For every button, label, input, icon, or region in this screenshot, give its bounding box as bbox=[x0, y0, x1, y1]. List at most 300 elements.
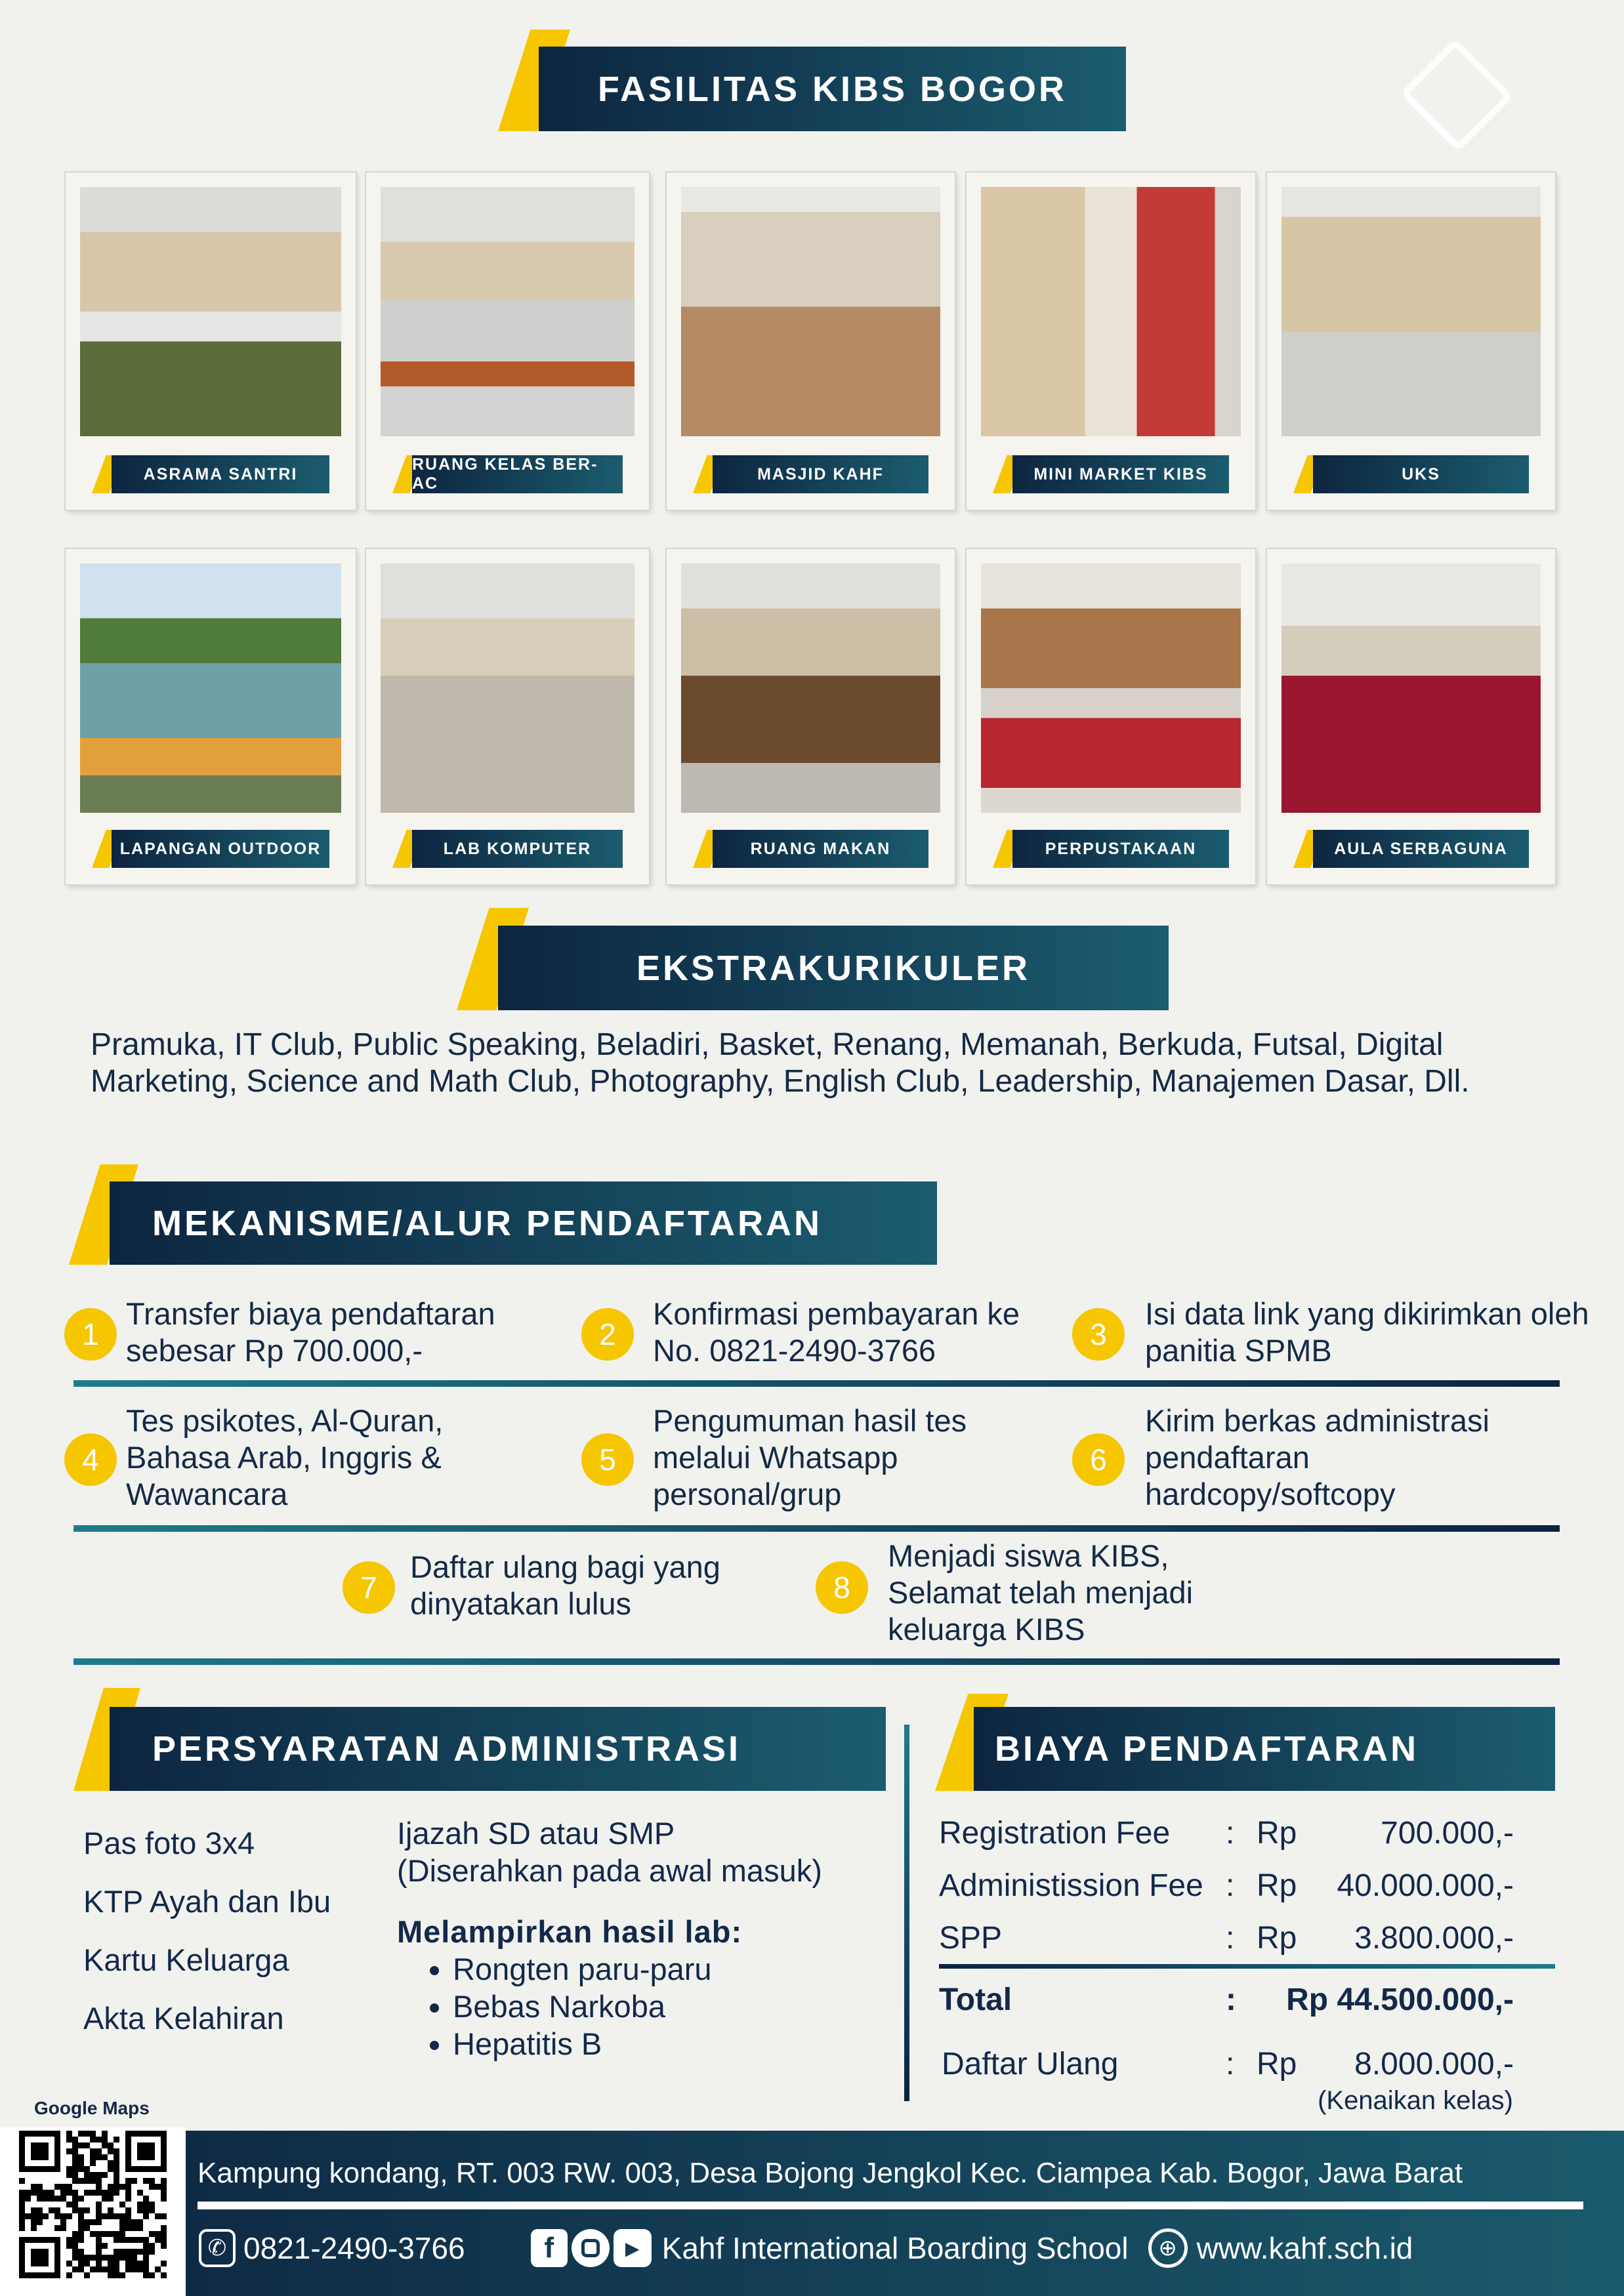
qr-module bbox=[131, 2266, 137, 2272]
qr-module bbox=[90, 2231, 96, 2237]
qr-module bbox=[96, 2190, 102, 2196]
qr-module bbox=[108, 2196, 114, 2202]
qr-module bbox=[72, 2231, 78, 2237]
qr-module bbox=[60, 2190, 66, 2196]
qr-module bbox=[137, 2219, 143, 2225]
qr-module bbox=[66, 2202, 72, 2207]
qr-module bbox=[19, 2196, 25, 2202]
fee-colon: : bbox=[1226, 1982, 1236, 2017]
facebook-icon[interactable]: f bbox=[531, 2229, 568, 2267]
step-text: Isi data link yang dikirimkan oleh panitia SPMB bbox=[1145, 1296, 1589, 1368]
qr-module bbox=[90, 2137, 96, 2142]
qr-module bbox=[155, 2213, 161, 2219]
qr-module bbox=[78, 2160, 84, 2166]
social-handle[interactable]: Kahf International Boarding School bbox=[661, 2231, 1129, 2265]
extracurricular-title bbox=[498, 926, 1169, 1010]
facility-card bbox=[1267, 173, 1555, 510]
qr-module bbox=[54, 2225, 60, 2231]
qr-module bbox=[25, 2213, 31, 2219]
qr-module bbox=[114, 2178, 119, 2184]
facility-card bbox=[967, 549, 1255, 884]
qr-module bbox=[66, 2131, 72, 2137]
ijazah-note: (Diserahkan pada awal masuk) bbox=[397, 1853, 822, 1888]
qr-finder bbox=[31, 2142, 49, 2160]
ijazah-item: Ijazah SD atau SMP bbox=[397, 1816, 675, 1851]
fee-amount: 700.000,- bbox=[1381, 1816, 1514, 1851]
qr-module bbox=[149, 2207, 155, 2213]
total-label: Total bbox=[939, 1982, 1012, 2017]
registration-title-text: MEKANISME/ALUR PENDAFTARAN bbox=[152, 1203, 822, 1243]
qr-module bbox=[125, 2266, 131, 2272]
qr-module bbox=[78, 2225, 84, 2231]
qr-module bbox=[72, 2148, 78, 2154]
qr-module bbox=[19, 2190, 25, 2196]
qr-module bbox=[37, 2213, 43, 2219]
lab-item: • Hepatitis B bbox=[453, 2025, 822, 2062]
qr-module bbox=[114, 2148, 119, 2154]
fee-amount: 40.000.000,- bbox=[1337, 1868, 1514, 1903]
qr-module bbox=[96, 2231, 102, 2237]
qr-module bbox=[78, 2255, 84, 2261]
qr-module bbox=[131, 2178, 137, 2184]
qr-module bbox=[96, 2243, 102, 2249]
qr-module bbox=[78, 2166, 84, 2172]
qr-module bbox=[114, 2166, 119, 2172]
qr-module bbox=[43, 2196, 49, 2202]
facility-photo bbox=[80, 187, 341, 436]
qr-module bbox=[72, 2202, 78, 2207]
qr-module bbox=[19, 2225, 25, 2231]
qr-module bbox=[102, 2266, 108, 2272]
fee-colon: : bbox=[1226, 1921, 1235, 1956]
school-logo bbox=[1400, 38, 1513, 152]
qr-module bbox=[54, 2196, 60, 2202]
fee-label: Administission Fee bbox=[939, 1868, 1203, 1903]
qr-module bbox=[125, 2207, 131, 2213]
facility-photo bbox=[981, 564, 1241, 813]
registration-title bbox=[110, 1181, 937, 1265]
lab-item: • Bebas Narkoba bbox=[453, 1988, 822, 2025]
step-number: 7 bbox=[343, 1561, 395, 1614]
qr-module bbox=[90, 2172, 96, 2178]
divider bbox=[73, 1658, 1560, 1665]
qr-module bbox=[31, 2219, 37, 2225]
qr-module bbox=[108, 2207, 114, 2213]
qr-module bbox=[96, 2213, 102, 2219]
qr-module bbox=[131, 2249, 137, 2255]
qr-module bbox=[155, 2231, 161, 2237]
qr-module bbox=[90, 2255, 96, 2261]
qr-module bbox=[108, 2213, 114, 2219]
qr-module bbox=[102, 2213, 108, 2219]
facility-label: MASJID KAHF bbox=[693, 455, 928, 493]
qr-module bbox=[131, 2219, 137, 2225]
fee-currency: Rp bbox=[1257, 1921, 1297, 1956]
qr-module bbox=[72, 2266, 78, 2272]
qr-module bbox=[84, 2190, 90, 2196]
requirement-item: KTP Ayah dan Ibu bbox=[83, 1884, 331, 1919]
qr-module bbox=[66, 2213, 72, 2219]
qr-module bbox=[108, 2272, 114, 2278]
vertical-divider bbox=[904, 1725, 909, 2101]
qr-module bbox=[143, 2202, 149, 2207]
qr-module bbox=[31, 2225, 37, 2231]
qr-module bbox=[31, 2207, 37, 2213]
qr-module bbox=[143, 2207, 149, 2213]
qr-panel bbox=[0, 2127, 186, 2296]
qr-module bbox=[114, 2137, 119, 2142]
facility-card bbox=[967, 173, 1255, 510]
qr-module bbox=[114, 2190, 119, 2196]
qr-module bbox=[96, 2255, 102, 2261]
fee-colon: : bbox=[1226, 2047, 1235, 2081]
qr-module bbox=[137, 2266, 143, 2272]
qr-module bbox=[66, 2190, 72, 2196]
step-number: 4 bbox=[64, 1433, 117, 1486]
qr-module bbox=[90, 2190, 96, 2196]
qr-module bbox=[78, 2219, 84, 2225]
fee-colon: : bbox=[1226, 1868, 1235, 1903]
qr-module bbox=[84, 2255, 90, 2261]
qr-module bbox=[60, 2219, 66, 2225]
step-text: Daftar ulang bagi yang dinyatakan lulus bbox=[410, 1549, 720, 1621]
extracurricular-title-text: EKSTRAKURIKULER bbox=[636, 948, 1030, 988]
qr-module bbox=[114, 2249, 119, 2255]
qr-module bbox=[84, 2178, 90, 2184]
qr-module bbox=[78, 2249, 84, 2255]
qr-module bbox=[37, 2219, 43, 2225]
extracurricular-list: Pramuka, IT Club, Public Speaking, Beladiri, Basket, Renang, Memanah, Berkuda, Futsal, Digital Marketing, Science and Math Club, Photography, English Club, Leadership, Manajemen Dasar, Dll. bbox=[91, 1027, 1470, 1099]
qr-module bbox=[155, 2184, 161, 2190]
step-text: Konfirmasi pembayaran ke No. 0821-2490-3766 bbox=[653, 1296, 1020, 1368]
qr-module bbox=[90, 2148, 96, 2154]
qr-module bbox=[143, 2196, 149, 2202]
step-number: 6 bbox=[1072, 1433, 1125, 1486]
qr-module bbox=[102, 2137, 108, 2142]
qr-module bbox=[114, 2266, 119, 2272]
qr-module bbox=[125, 2184, 131, 2190]
qr-module bbox=[119, 2272, 125, 2278]
qr-module bbox=[114, 2255, 119, 2261]
qr-module bbox=[125, 2196, 131, 2202]
qr-module bbox=[108, 2160, 114, 2166]
qr-module bbox=[143, 2178, 149, 2184]
qr-module bbox=[96, 2172, 102, 2178]
qr-module bbox=[84, 2272, 90, 2278]
facility-label: PERPUSTAKAAN bbox=[993, 830, 1229, 868]
qr-module bbox=[125, 2237, 131, 2243]
qr-module bbox=[102, 2154, 108, 2160]
divider bbox=[73, 1380, 1560, 1387]
facility-label: AULA SERBAGUNA bbox=[1293, 830, 1529, 868]
qr-module bbox=[114, 2172, 119, 2178]
step-number: 2 bbox=[581, 1308, 634, 1361]
qr-module bbox=[37, 2207, 43, 2213]
qr-finder bbox=[31, 2249, 49, 2266]
qr-module bbox=[161, 2261, 167, 2266]
qr-module bbox=[66, 2172, 72, 2178]
qr-module bbox=[125, 2219, 131, 2225]
requirements-list bbox=[83, 1814, 331, 2047]
qr-module bbox=[66, 2237, 72, 2243]
phone-number[interactable]: 0821-2490-3766 bbox=[243, 2231, 465, 2265]
qr-module bbox=[72, 2249, 78, 2255]
qr-module bbox=[84, 2131, 90, 2137]
qr-module bbox=[143, 2261, 149, 2266]
qr-module bbox=[131, 2225, 137, 2231]
qr-module bbox=[19, 2178, 25, 2184]
qr-module bbox=[108, 2142, 114, 2148]
qr-module bbox=[143, 2249, 149, 2255]
qr-module bbox=[125, 2261, 131, 2266]
qr-module bbox=[137, 2207, 143, 2213]
qr-module bbox=[96, 2237, 102, 2243]
qr-module bbox=[78, 2196, 84, 2202]
qr-module bbox=[66, 2137, 72, 2142]
fees-title bbox=[974, 1707, 1555, 1791]
qr-module bbox=[155, 2237, 161, 2243]
qr-module bbox=[90, 2154, 96, 2160]
facility-photo bbox=[1281, 187, 1541, 436]
footer-bar bbox=[186, 2131, 1624, 2296]
qr-module bbox=[72, 2160, 78, 2166]
qr-module bbox=[161, 2225, 167, 2231]
qr-module bbox=[90, 2160, 96, 2166]
qr-module bbox=[72, 2137, 78, 2142]
qr-module bbox=[131, 2255, 137, 2261]
qr-module bbox=[72, 2178, 78, 2184]
qr-module bbox=[37, 2184, 43, 2190]
qr-module bbox=[66, 2243, 72, 2249]
qr-module bbox=[102, 2231, 108, 2237]
qr-module bbox=[143, 2272, 149, 2278]
qr-module bbox=[84, 2219, 90, 2225]
qr-module bbox=[161, 2196, 167, 2202]
qr-module bbox=[102, 2190, 108, 2196]
qr-module bbox=[78, 2266, 84, 2272]
qr-module bbox=[31, 2190, 37, 2196]
qr-module bbox=[119, 2231, 125, 2237]
qr-module bbox=[60, 2213, 66, 2219]
qr-module bbox=[78, 2237, 84, 2243]
step-number: 3 bbox=[1072, 1308, 1125, 1361]
total-divider bbox=[939, 1964, 1555, 1969]
qr-module bbox=[161, 2178, 167, 2184]
qr-module bbox=[49, 2190, 54, 2196]
qr-module bbox=[114, 2160, 119, 2166]
total-amount: Rp 44.500.000,- bbox=[1286, 1982, 1514, 2017]
divider bbox=[73, 1525, 1560, 1532]
qr-module bbox=[102, 2172, 108, 2178]
qr-module bbox=[54, 2213, 60, 2219]
facility-photo bbox=[381, 564, 635, 813]
website-link[interactable]: www.kahf.sch.id bbox=[1196, 2231, 1413, 2265]
qr-module bbox=[114, 2184, 119, 2190]
qr-module bbox=[54, 2184, 60, 2190]
qr-module bbox=[137, 2237, 143, 2243]
facility-photo bbox=[981, 187, 1241, 436]
qr-module bbox=[149, 2231, 155, 2237]
qr-module bbox=[102, 2255, 108, 2261]
qr-module bbox=[149, 2202, 155, 2207]
qr-module bbox=[90, 2131, 96, 2137]
qr-module bbox=[78, 2261, 84, 2266]
qr-module bbox=[119, 2249, 125, 2255]
qr-module bbox=[108, 2261, 114, 2266]
qr-module bbox=[84, 2166, 90, 2172]
reregister-note: (Kenaikan kelas) bbox=[1318, 2086, 1513, 2115]
whatsapp-icon: ✆ bbox=[199, 2229, 236, 2267]
qr-module bbox=[66, 2184, 72, 2190]
qr-module bbox=[72, 2154, 78, 2160]
qr-module bbox=[161, 2231, 167, 2237]
requirement-item: Akta Kelahiran bbox=[83, 2001, 284, 2036]
qr-module bbox=[143, 2255, 149, 2261]
qr-module bbox=[60, 2184, 66, 2190]
qr-module bbox=[137, 2225, 143, 2231]
qr-code[interactable] bbox=[19, 2131, 167, 2278]
qr-module bbox=[108, 2148, 114, 2154]
qr-module bbox=[72, 2255, 78, 2261]
qr-module bbox=[78, 2178, 84, 2184]
qr-module bbox=[96, 2154, 102, 2160]
qr-module bbox=[137, 2249, 143, 2255]
qr-module bbox=[96, 2184, 102, 2190]
fee-amount: 3.800.000,- bbox=[1354, 1921, 1514, 1956]
facility-photo bbox=[80, 564, 341, 813]
facility-label: UKS bbox=[1293, 455, 1529, 493]
facility-label: ASRAMA SANTRI bbox=[92, 455, 329, 493]
step-text: Transfer biaya pendaftaran sebesar Rp 700.000,- bbox=[126, 1296, 495, 1368]
step-text: Kirim berkas administrasi pendaftaran hardcopy/softcopy bbox=[1145, 1403, 1489, 1511]
qr-module bbox=[149, 2178, 155, 2184]
qr-module bbox=[78, 2213, 84, 2219]
facility-label: RUANG MAKAN bbox=[693, 830, 928, 868]
qr-module bbox=[149, 2243, 155, 2249]
fee-row bbox=[939, 1814, 1556, 1853]
qr-module bbox=[60, 2225, 66, 2231]
qr-module bbox=[96, 2266, 102, 2272]
qr-module bbox=[66, 2261, 72, 2266]
qr-module bbox=[19, 2219, 25, 2225]
instagram-icon[interactable] bbox=[572, 2229, 610, 2267]
qr-module bbox=[78, 2131, 84, 2137]
qr-module bbox=[19, 2207, 25, 2213]
qr-module bbox=[78, 2142, 84, 2148]
qr-module bbox=[161, 2184, 167, 2190]
facility-label: MINI MARKET KIBS bbox=[993, 455, 1229, 493]
qr-module bbox=[108, 2255, 114, 2261]
qr-module bbox=[43, 2213, 49, 2219]
qr-module bbox=[84, 2142, 90, 2148]
qr-module bbox=[25, 2190, 31, 2196]
qr-module bbox=[114, 2272, 119, 2278]
qr-module bbox=[119, 2255, 125, 2261]
facility-label: LAPANGAN OUTDOOR bbox=[92, 830, 329, 868]
qr-module bbox=[72, 2207, 78, 2213]
qr-module bbox=[161, 2190, 167, 2196]
qr-module bbox=[102, 2142, 108, 2148]
qr-module bbox=[66, 2148, 72, 2154]
qr-module bbox=[84, 2172, 90, 2178]
qr-module bbox=[96, 2178, 102, 2184]
qr-module bbox=[119, 2213, 125, 2219]
qr-module bbox=[72, 2190, 78, 2196]
qr-module bbox=[131, 2237, 137, 2243]
lab-item: • Rongten paru-paru bbox=[453, 1950, 822, 1988]
qr-module bbox=[90, 2219, 96, 2225]
qr-module bbox=[25, 2196, 31, 2202]
qr-module bbox=[19, 2202, 25, 2207]
qr-module bbox=[137, 2261, 143, 2266]
qr-module bbox=[96, 2148, 102, 2154]
qr-module bbox=[125, 2190, 131, 2196]
step-number: 1 bbox=[64, 1308, 117, 1361]
fee-label: Registration Fee bbox=[939, 1816, 1171, 1851]
qr-module bbox=[108, 2266, 114, 2272]
qr-module bbox=[114, 2154, 119, 2160]
facility-photo bbox=[1281, 564, 1541, 813]
qr-module bbox=[131, 2261, 137, 2266]
qr-module bbox=[37, 2196, 43, 2202]
qr-module bbox=[78, 2207, 84, 2213]
fee-currency: Rp bbox=[1257, 2047, 1297, 2081]
qr-module bbox=[108, 2231, 114, 2237]
facility-card bbox=[1267, 549, 1555, 884]
qr-module bbox=[143, 2237, 149, 2243]
step-text: Pengumuman hasil tes melalui Whatsapp personal/grup bbox=[653, 1403, 967, 1511]
qr-module bbox=[90, 2178, 96, 2184]
fee-label: Daftar Ulang bbox=[942, 2047, 1119, 2081]
qr-module bbox=[149, 2272, 155, 2278]
qr-module bbox=[137, 2202, 143, 2207]
requirement-item: Kartu Keluarga bbox=[83, 1942, 289, 1977]
qr-module bbox=[114, 2231, 119, 2237]
qr-module bbox=[108, 2166, 114, 2172]
qr-module bbox=[155, 2266, 161, 2272]
qr-module bbox=[119, 2237, 125, 2243]
qr-module bbox=[96, 2207, 102, 2213]
youtube-icon[interactable]: ▶ bbox=[614, 2229, 652, 2267]
facility-photo bbox=[381, 187, 635, 436]
fee-amount: 8.000.000,- bbox=[1354, 2047, 1514, 2081]
qr-module bbox=[119, 2225, 125, 2231]
facility-card bbox=[667, 173, 955, 510]
qr-module bbox=[72, 2237, 78, 2243]
address: Kampung kondang, RT. 003 RW. 003, Desa Bojong Jengkol Kec. Ciampea Kab. Bogor, Jawa Barat bbox=[198, 2157, 1463, 2189]
facilities-title bbox=[539, 47, 1126, 131]
fee-row bbox=[939, 1866, 1556, 1906]
qr-module bbox=[84, 2225, 90, 2231]
qr-module bbox=[72, 2196, 78, 2202]
qr-module bbox=[102, 2131, 108, 2137]
step-number: 5 bbox=[581, 1433, 634, 1486]
requirement-item: Pas foto 3x4 bbox=[83, 1826, 255, 1860]
globe-icon: ⊕ bbox=[1148, 2228, 1188, 2268]
qr-module bbox=[66, 2166, 72, 2172]
requirements-title-text: PERSYARATAN ADMINISTRASI bbox=[152, 1729, 741, 1769]
qr-module bbox=[31, 2184, 37, 2190]
qr-module bbox=[125, 2178, 131, 2184]
qr-module bbox=[114, 2213, 119, 2219]
facilities-title-text: FASILITAS KIBS BOGOR bbox=[597, 69, 1068, 109]
qr-module bbox=[90, 2266, 96, 2272]
qr-module bbox=[54, 2207, 60, 2213]
qr-module bbox=[49, 2196, 54, 2202]
qr-module bbox=[119, 2202, 125, 2207]
qr-module bbox=[72, 2166, 78, 2172]
qr-module bbox=[72, 2172, 78, 2178]
